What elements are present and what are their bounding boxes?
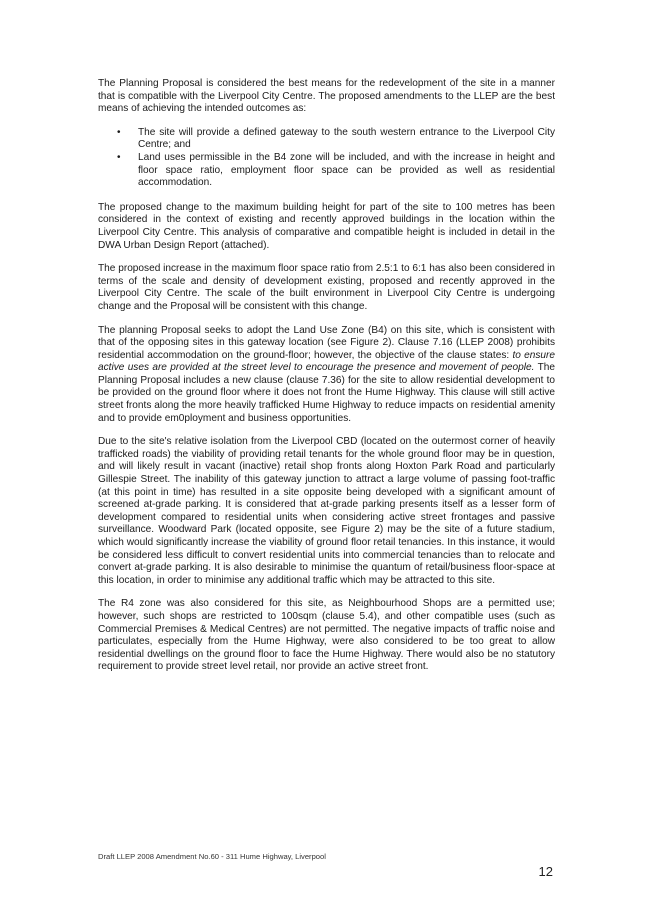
list-item [98, 127, 555, 152]
paragraph-intro: The Planning Proposal is considered the best means for the redevelopment of the site in a manner that is compatible with the Liverpool City Centre. The proposed amendments to the LLEP are the best means of achieving the intended outcomes as: [98, 78, 555, 115]
paragraph-site-isolation: Due to the site's relative isolation from the Liverpool CBD (located on the outermost corner of heavily trafficked roads) the viability of providing retail tenants for the whole ground floor may be in question, and will likely result in vacant (inactive) retail shop fronts along Hoxton Park Road and particularly Gillespie Street. The inability of this gateway junction to attract a large volume of passing foot-traffic (at this point in time) has resulted in a site opposite being developed with a significant amount of screened at-grade parking. It is considered that at-grade parking presents itself as a lesser form of development compared to residential units when considering active street frontages and passive surveillance. Woodward Park (located opposite, see Figure 2) may be the site of a future stadium, which would significantly increase the viability of ground floor retail tenancies. In this instance, it would be considered less difficult to convert residential units into commercial tenancies than to relocate and convert at-grade parking. It is also desirable to minimise the quantum of retail/business floor-space at this location, in order to minimise any additional traffic which may be attracted to this site. [98, 436, 555, 586]
list-item-text: Land uses permissible in the B4 zone will be included, and with the increase in height and floor space ratio, employment floor space can be provided as well as residential accommodation. [138, 151, 555, 189]
page-number: 12 [538, 864, 553, 879]
paragraph-r4-zone: The R4 zone was also considered for this site, as Neighbourhood Shops are a permitted use; however, such shops are restricted to 100sqm (clause 5.4), and other compatible uses (such as Commercial Premises & Medical Centres) are not permitted. The negative impacts of traffic noise and particulates, especially from the Hume Highway, were also considered to be too great to allow residential dwellings on the ground floor to face the Hume Highway. There would also be no statutory requirement to provide street level retail, nor provide an active street front. [98, 598, 555, 673]
list-item-text: The site will provide a defined gateway to the south western entrance to the Liverpool City Centre; and [138, 126, 555, 151]
list-item [98, 152, 555, 190]
outcomes-list [98, 127, 555, 190]
paragraph-text: The Planning Proposal includes a new clause (clause 7.36) for the site to allow residential development to be provided on the ground floor where it does not front the Hume Highway. This clause will still active street fronts along the more heavily trafficked Hume Highway to reduce impacts on residential amenity and to provide em0ployment and business opportunities. [98, 362, 555, 424]
clause-objective-quote: to ensure active uses are provided at the street level to encourage the presence and movement of people. [98, 349, 555, 374]
paragraph-text: The planning Proposal seeks to adopt the Land Use Zone (B4) on this site, which is consistent with that of the opposing sites in this gateway location (see Figure 2). Clause 7.16 (LLEP 2008) prohibits residential accommodation on the ground-floor; however, the objective of the clause states: [98, 324, 555, 361]
document-body [98, 78, 555, 685]
paragraph-building-height: The proposed change to the maximum building height for part of the site to 100 metres has been considered in the context of existing and recently approved buildings in the location within the Liverpool City Centre. This analysis of comparative and compatible height is included in detail in the DWA Urban Design Report (attached). [98, 201, 555, 251]
paragraph-floor-space-ratio: The proposed increase in the maximum floor space ratio from 2.5:1 to 6:1 has also been considered in terms of the scale and density of development existing, proposed and recently approved in the Liverpool City Centre. The scale of the built environment in Liverpool City Centre is undergoing change and the Proposal will be consistent with this change. [98, 263, 555, 312]
bullet-icon: • [117, 126, 121, 138]
page-footer: Draft LLEP 2008 Amendment No.60 - 311 Hume Highway, Liverpool [98, 852, 326, 861]
paragraph-land-use-zone [98, 325, 555, 426]
bullet-icon: • [117, 151, 121, 163]
